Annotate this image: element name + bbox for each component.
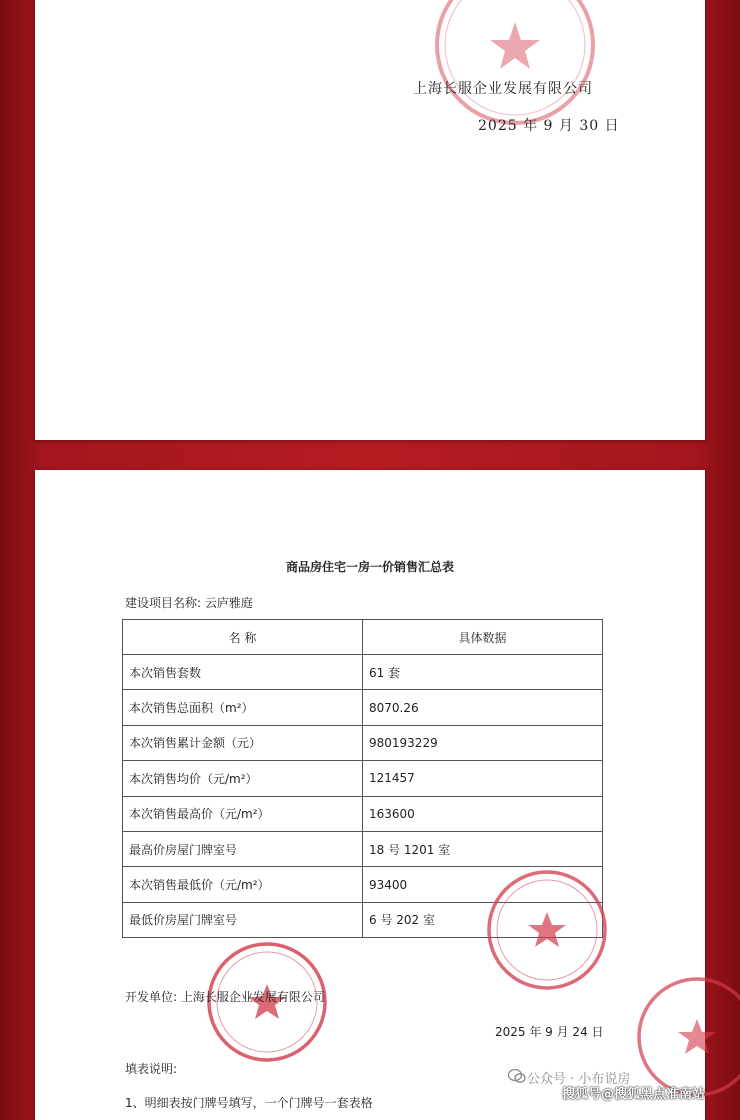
header-name: 名 称 (123, 620, 363, 655)
row-value: 8070.26 (363, 690, 603, 725)
signature-date: 2025 年 9 月 30 日 (478, 118, 620, 134)
table-row (123, 655, 603, 690)
agency-seal (485, 868, 610, 993)
row-value: 121457 (363, 761, 603, 796)
notes-title: 填表说明: (125, 1062, 178, 1076)
row-label: 本次销售最高价（元/m²） (123, 796, 363, 831)
table-row (123, 796, 603, 831)
document-page-2 (35, 470, 705, 1120)
row-label: 本次销售累计金额（元） (123, 725, 363, 760)
developer-name: 开发单位: 上海长服企业发展有限公司 (125, 990, 325, 1004)
table-row (123, 831, 603, 866)
row-value: 18 号 1201 室 (363, 831, 603, 866)
table-header-row (123, 620, 603, 655)
row-label: 最高价房屋门牌室号 (123, 831, 363, 866)
table-row (123, 690, 603, 725)
wechat-icon (508, 1068, 526, 1084)
company-seal-3 (635, 975, 740, 1100)
note-item: 1、明细表按门牌号填写，一个门牌号一套表格 (125, 1096, 373, 1110)
row-label: 本次销售最低价（元/m²） (123, 867, 363, 902)
row-value: 163600 (363, 796, 603, 831)
row-value: 61 套 (363, 655, 603, 690)
row-label: 本次销售套数 (123, 655, 363, 690)
row-value: 93400 (363, 867, 603, 902)
row-label: 本次销售均价（元/m²） (123, 761, 363, 796)
company-seal-1 (430, 0, 600, 130)
report-date: 2025 年 9 月 24 日 (495, 1025, 604, 1039)
table-row (123, 725, 603, 760)
row-value: 6 号 202 室 (363, 902, 603, 937)
row-label: 最低价房屋门牌室号 (123, 902, 363, 937)
document-title: 商品房住宅一房一价销售汇总表 (285, 560, 454, 574)
wechat-watermark: 公众号 · 小布说房 (527, 1072, 631, 1087)
row-label: 本次销售总面积（m²） (123, 690, 363, 725)
sohu-watermark: 搜狐号@搜狐黑点准南站 (562, 1087, 706, 1102)
document-page-1 (35, 0, 705, 440)
table-row (123, 761, 603, 796)
project-name: 建设项目名称: 云庐雅庭 (125, 596, 253, 610)
company-name: 上海长服企业发展有限公司 (413, 81, 593, 97)
row-value: 980193229 (363, 725, 603, 760)
header-data: 具体数据 (363, 620, 603, 655)
